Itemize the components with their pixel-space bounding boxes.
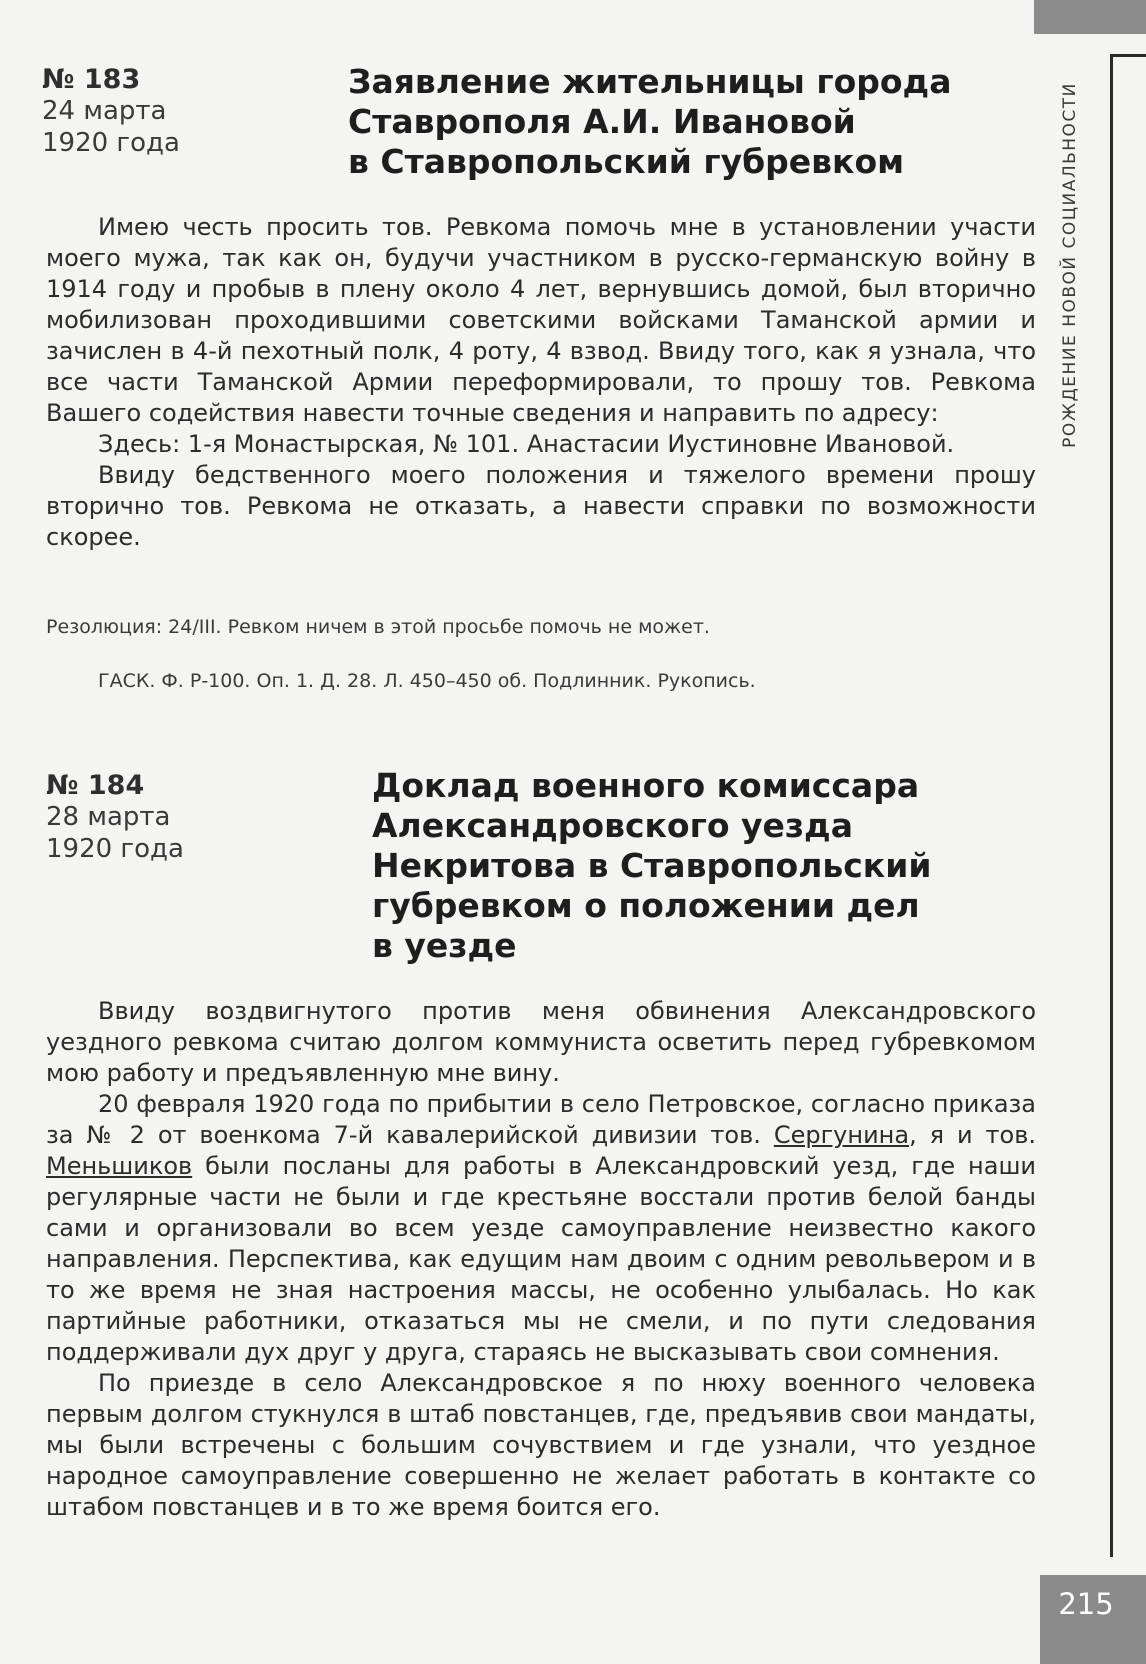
doc184-title-line4: губревком о положении дел [372,886,920,925]
side-frame [1110,54,1146,1557]
doc183-date [42,95,180,159]
doc183-number: № 183 [42,64,141,95]
doc184-title-line2: Александровского уезда [372,806,853,845]
doc184-title-line1: Доклад военного комиссара [372,766,920,805]
doc183-resolution: Резолюция: 24/III. Ревком ничем в этой просьбе помочь не может. [46,616,710,638]
doc184-paragraph-3: По приезде в село Александровское я по нюху военного человека первым долгом стукнулся в штаб повстанцев, где, предъявив свои мандаты, мы были встречены с большим сочувствием и где узнали, что уездное народное самоуправление совершенно не желает работать в контакте со штабом повстанцев и в то же время боится его. [46,1369,1036,1521]
doc183-paragraph-2: Здесь: 1-я Монастырская, № 101. Анастасии Иустиновне Ивановой. [98,430,955,458]
doc183-title [348,62,951,182]
doc183-paragraph-3: Ввиду бедственного моего положения и тяжелого времени прошу вторично тов. Ревкома не отказать, а навести справки по возможности скорее. [46,461,1036,551]
doc184-paragraph-2 [46,1089,1036,1368]
doc184-date [46,801,184,865]
doc183-title-line1: Заявление жительницы города [348,62,952,101]
doc183-title-line2: Ставрополя А.И. Ивановой [348,102,856,141]
doc183-title-line3: в Ставропольский губревком [348,142,905,181]
doc184-title-line5: в уезде [372,926,517,965]
section-side-label [1055,55,1085,475]
doc183-body [46,212,1036,553]
section-label-text: РОЖДЕНИЕ НОВОЙ СОЦИАЛЬНОСТИ [1060,82,1080,448]
name-sergunin: Сергунина [773,1121,910,1149]
doc184-paragraph-1: Ввиду воздвигнутого против меня обвинения Александровского уездного ревкома считаю долгом коммуниста осветить перед губревкомом мою работу и предъявленную мне вину. [46,997,1036,1087]
page-number: 215 [1058,1587,1114,1621]
name-menshikov: Меньшиков [46,1152,193,1180]
doc184-title [372,766,931,966]
doc184-title-line3: Некритова в Ставропольский [372,846,932,885]
doc183-paragraph-1: Имею честь просить тов. Ревкома помочь мне в установлении участи моего мужа, так как он, будучи участником в русско-германскую войну в 1914 году и пробыв в плену около 4 лет, вернувшись домой, был вторично мобилизован проходившими советскими войсками Таманской армии и зачислен в 4-й пехотный полк, 4 роту, 4 взвод. Ввиду того, как я узнала, что все части Таманской Армии переформировали, то прошу тов. Ревкома Вашего содействия навести точные сведения и направить по адресу: [46,213,1036,427]
corner-tab [1034,0,1146,34]
doc184-date-line2: 1920 года [46,834,184,864]
doc184-body [46,996,1036,1523]
doc183-date-line1: 24 марта [42,96,167,126]
doc184-para2-part-a: 20 февраля 1920 года по прибытии в село Петровское, согласно приказа за № 2 от военкома 7-й кавалерийской дивизии тов. [46,1090,1036,1149]
page-number-tab [1040,1575,1146,1664]
doc184-para2-part-c: были посланы для работы в Александровский уезд, где наши регулярные части не были и где крестьяне восстали против белой банды сами и организовали во всем уезде самоуправление неизвестно какого направления. Перспектива, как едущим нам двоим с одним револьвером и в то же время не зная настроения массы, не особенно улыбалась. Но как партийные работники, отказаться мы не смели, и по пути следования поддерживали дух друг у друга, стараясь не высказывать свои сомнения. [46,1152,1036,1366]
doc183-date-line2: 1920 года [42,128,180,158]
doc183-source: ГАСК. Ф. Р-100. Оп. 1. Д. 28. Л. 450–450 об. Подлинник. Рукопись. [98,670,756,692]
doc184-date-line1: 28 марта [46,802,171,832]
doc184-number: № 184 [46,770,145,801]
doc184-para2-part-b: , я и тов. [909,1121,1036,1149]
